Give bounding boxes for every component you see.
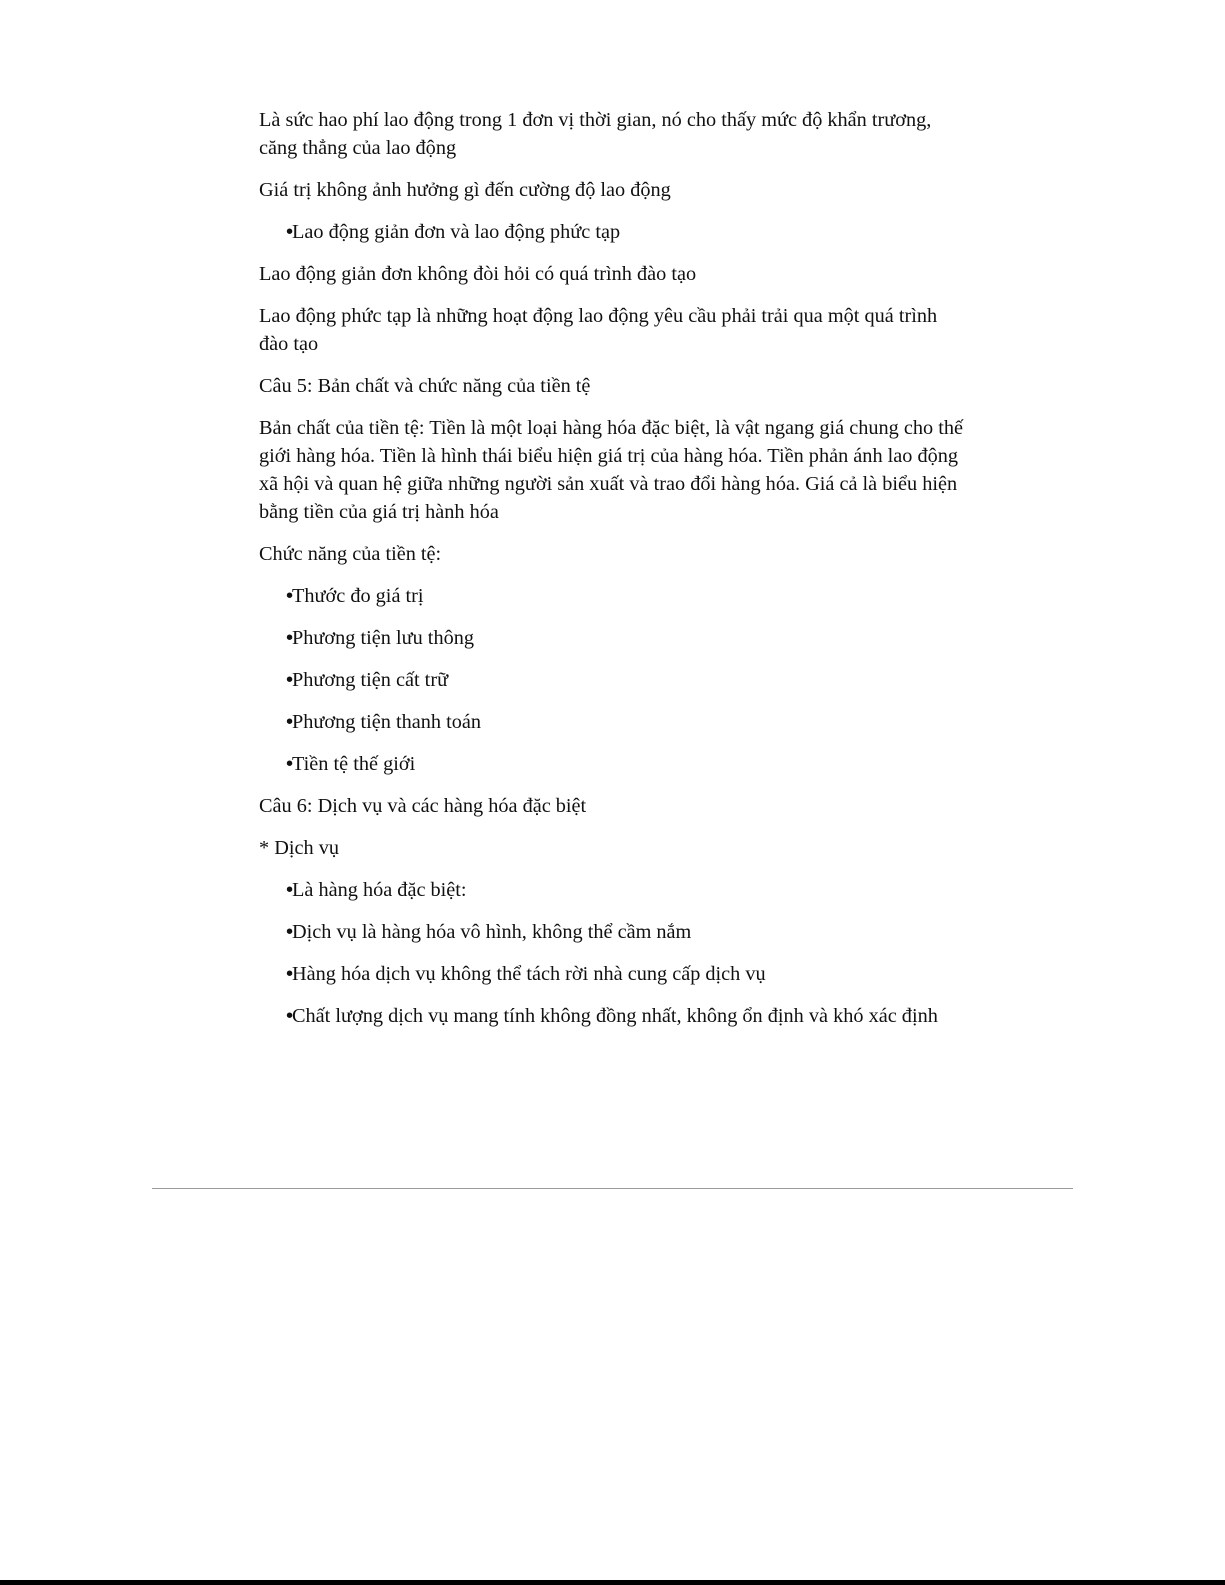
paragraph: Chức năng của tiền tệ:: [259, 543, 442, 565]
section-heading: Câu 6: Dịch vụ và các hàng hóa đặc biệt: [259, 795, 587, 817]
bullet-text: Lao động giản đơn và lao động phức tạp: [292, 221, 621, 243]
bullet-icon: •: [286, 585, 294, 607]
bullet-icon: •: [286, 879, 294, 901]
bullet-item: [286, 582, 964, 610]
bullet-item: [286, 218, 964, 246]
bullet-item: [286, 624, 964, 652]
bullet-text: Thước đo giá trị: [292, 585, 424, 607]
paragraph: Lao động giản đơn không đòi hỏi có quá trình đào tạo: [259, 263, 697, 285]
bullet-text: Tiền tệ thế giới: [292, 753, 416, 775]
bullet-text: Là hàng hóa đặc biệt:: [292, 879, 467, 901]
document-body: [259, 106, 964, 1044]
bullet-item: [286, 708, 964, 736]
bullet-text: Phương tiện thanh toán: [292, 711, 482, 733]
bullet-icon: •: [286, 221, 294, 243]
bullet-item: [286, 666, 964, 694]
bullet-text: Hàng hóa dịch vụ không thể tách rời nhà cung cấp dịch vụ: [292, 963, 766, 985]
paragraph: Giá trị không ảnh hưởng gì đến cường độ lao động: [259, 179, 671, 201]
bullet-text: Phương tiện cất trữ: [292, 669, 449, 691]
bullet-icon: •: [286, 1005, 294, 1027]
bullet-item: [286, 1002, 964, 1030]
bullet-icon: •: [286, 711, 294, 733]
bullet-icon: •: [286, 627, 294, 649]
paragraph: Lao động phức tạp là những hoạt động lao động yêu cầu phải trải qua một quá trình đào tạo: [259, 305, 938, 355]
paragraph: Bản chất của tiền tệ: Tiền là một loại hàng hóa đặc biệt, là vật ngang giá chung cho thế giới hàng hóa. Tiền là hình thái biểu hiện giá trị của hàng hóa. Tiền phản ánh lao động xã hội và quan hệ giữa những người sản xuất và trao đổi hàng hóa. Giá cả là biểu hiện bằng tiền của giá trị hành hóa: [259, 417, 964, 523]
bullet-text: Phương tiện lưu thông: [292, 627, 475, 649]
section-heading: Câu 5: Bản chất và chức năng của tiền tệ: [259, 375, 591, 397]
bullet-text: Chất lượng dịch vụ mang tính không đồng nhất, không ổn định và khó xác định: [292, 1005, 938, 1027]
bullet-icon: •: [286, 753, 294, 775]
bullet-icon: •: [286, 921, 294, 943]
page-divider: [152, 1188, 1073, 1189]
bullet-text: Dịch vụ là hàng hóa vô hình, không thể cầm nắm: [292, 921, 692, 943]
bullet-icon: •: [286, 669, 294, 691]
page-bottom-edge: [0, 1580, 1225, 1585]
paragraph: * Dịch vụ: [259, 837, 339, 859]
bullet-item: [286, 750, 964, 778]
paragraph: Là sức hao phí lao động trong 1 đơn vị thời gian, nó cho thấy mức độ khẩn trương, căng thẳng của lao động: [259, 109, 932, 159]
bullet-icon: •: [286, 963, 294, 985]
bullet-item: [286, 918, 964, 946]
bullet-item: [286, 876, 964, 904]
bullet-item: [286, 960, 964, 988]
